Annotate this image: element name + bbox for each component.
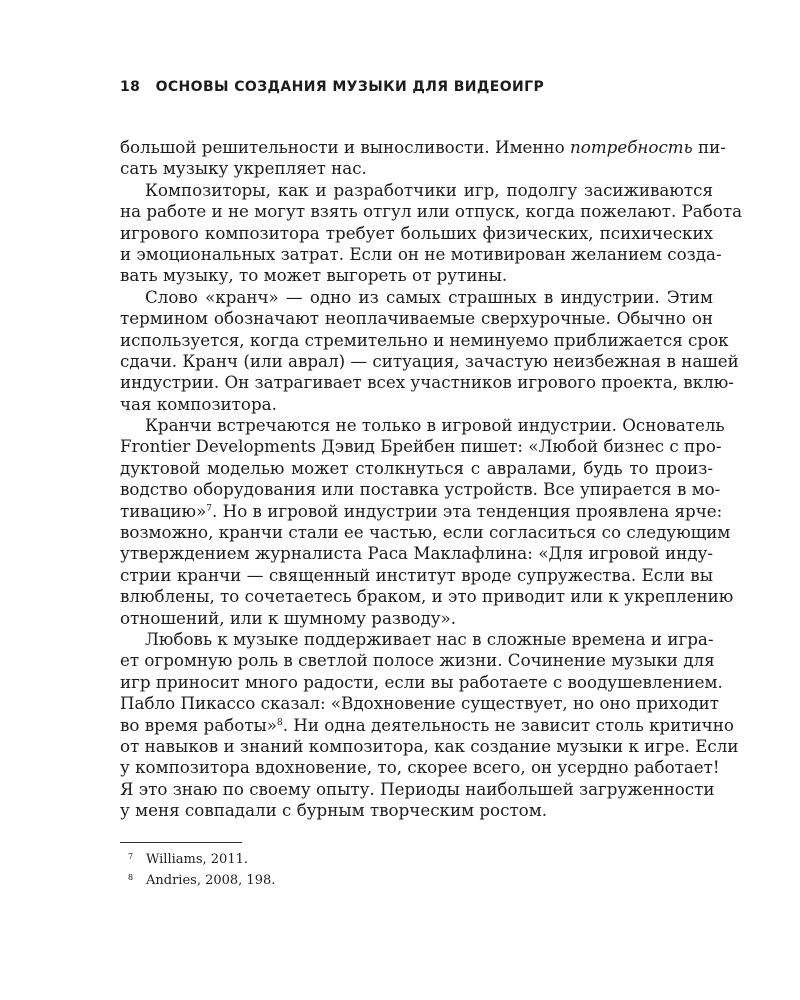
text-line: отношений, или к шумному разводу».: [120, 607, 457, 628]
paragraph-start: Любовь к музыке поддерживает нас в сложные времена и игра-: [145, 628, 714, 649]
text-line: дуктовой моделью может столкнуться с авралами, будь то произ-: [120, 457, 713, 478]
page-number: 18: [120, 79, 141, 95]
text-line: во время работы»$^8$. Ни одна деятельность не зависит столь критично: [120, 714, 734, 735]
footnote-divider: [120, 842, 242, 843]
text-line: Frontier Developments Дэвид Брейбен пишет: «Любой бизнес с про-: [120, 436, 722, 457]
text-line: у композитора вдохновение, то, скорее всего, он усердно работает!: [120, 757, 720, 778]
text-line: сать музыку укрепляет нас.: [120, 158, 367, 179]
text-line: Пабло Пикассо сказал: «Вдохновение существует, но оно приходит: [120, 693, 720, 714]
text-line: вать музыку, то может выгореть от рутины.: [120, 265, 508, 286]
paragraph-start: Кранчи встречаются не только в игровой индустрии. Основатель: [145, 415, 725, 436]
text-line: чая композитора.: [120, 393, 277, 414]
text-line: у меня совпадали с бурным творческим ростом.: [120, 800, 548, 821]
paragraph-start: Композиторы, как и разработчики игр, подолгу засиживаются: [145, 179, 713, 200]
book-title: ОСНОВЫ СОЗДАНИЯ МУЗЫКИ ДЛЯ ВИДЕОИГР: [155, 79, 545, 95]
text-line: игрового композитора требует больших физических, психических: [120, 222, 713, 243]
footnotes: [120, 849, 275, 891]
text-line: большой решительности и выносливости. Именно потребность пи-: [120, 137, 726, 157]
text-line: тивацию»$^7$. Но в игровой индустрии эта тенденция проявлена ярче:: [120, 500, 723, 521]
footnote-ref[interactable]: 8: [276, 717, 283, 728]
text-line: термином обозначают неоплачиваемые сверхурочные. Обычно он: [120, 308, 713, 329]
text-line: водство оборудования или поставка устройств. Все упирается в мо-: [120, 479, 721, 500]
paragraph-start: Слово «кранч» — одно из самых страшных в индустрии. Этим: [145, 286, 713, 307]
emphasis: потребность: [570, 137, 693, 157]
text-line: стрии кранчи — священный институт вроде супружества. Если вы: [120, 564, 713, 585]
running-head: [120, 79, 544, 95]
body-text: [120, 137, 743, 822]
text-line: используется, когда стремительно и неминуемо приближается срок: [120, 329, 729, 350]
text-line: и эмоциональных затрат. Если он не мотивирован желанием созда-: [120, 243, 722, 264]
footnote-text: Williams, 2011.: [146, 852, 248, 867]
footnote-ref[interactable]: 7: [206, 503, 213, 514]
footnote: 7 Williams, 2011.: [128, 852, 248, 867]
text-line: Я это знаю по своему опыту. Периоды наибольшей загруженности: [120, 778, 715, 799]
text-line: утверждением журналиста Раса Маклафлина: «Для игровой инду-: [120, 543, 713, 564]
text-line: возможно, кранчи стали ее частью, если согласиться со следующим: [120, 522, 731, 543]
text-line: ет огромную роль в светлой полосе жизни. Сочинение музыки для: [120, 650, 715, 671]
text-line: влюблены, то сочетаетесь браком, и это приводит или к укреплению: [120, 586, 734, 607]
footnote: 8 Andries, 2008, 198.: [128, 873, 276, 888]
text-line: на работе и не могут взять отгул или отпуск, когда пожелают. Работа: [120, 201, 743, 222]
text-line: индустрии. Он затрагивает всех участников игрового проекта, вклю-: [120, 372, 734, 393]
text-line: игр приносит много радости, если вы работаете с воодушевлением.: [120, 671, 723, 692]
footnote-text: Andries, 2008, 198.: [146, 873, 276, 888]
text-line: сдачи. Кранч (или аврал) — ситуация, зачастую неизбежная в нашей: [120, 350, 739, 371]
text-line: от навыков и знаний композитора, как создание музыки к игре. Если: [120, 735, 739, 756]
